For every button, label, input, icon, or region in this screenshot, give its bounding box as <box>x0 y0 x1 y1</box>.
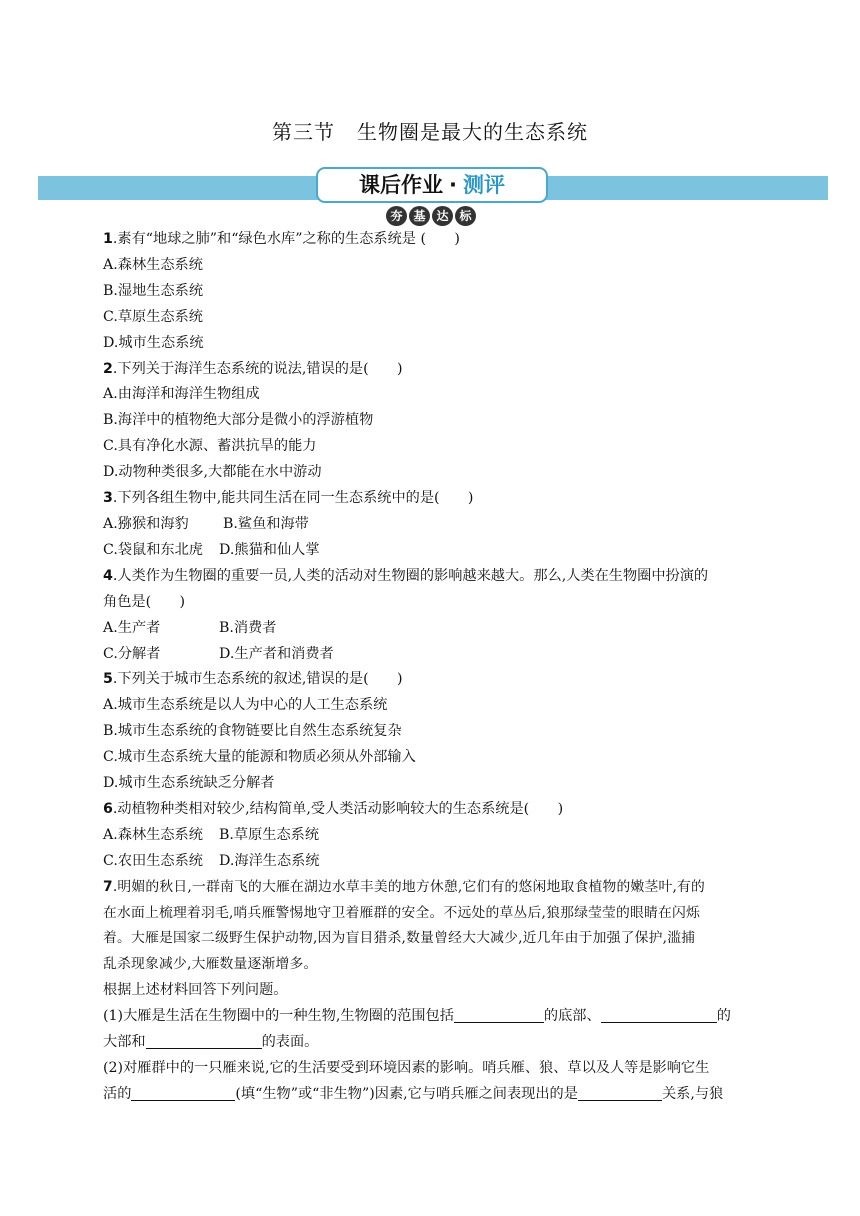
question-4-stem-cont: 角色是( ) <box>103 593 186 610</box>
option-row: C.农田生态系统 D.海洋生态系统 <box>103 852 320 869</box>
option: A.城市生态系统是以人为中心的人工生态系统 <box>103 697 388 714</box>
option: C.城市生态系统大量的能源和物质必须从外部输入 <box>103 749 416 766</box>
option: C.具有净化水源、蓄洪抗旱的能力 <box>103 438 317 455</box>
option-row: A.生产者 B.消费者 <box>103 619 277 636</box>
answer-blank[interactable] <box>578 1086 662 1101</box>
question-1-stem: 1.素有“地球之肺”和“绿色水库”之称的生态系统是 ( ) <box>103 231 460 247</box>
option-row: A.猕猴和海豹 B.鲨鱼和海带 <box>103 515 309 532</box>
option: D.动物种类很多,大都能在水中游动 <box>103 464 322 481</box>
question-7-part-1-cont: 大部和 的表面。 <box>103 1034 319 1051</box>
question-7-material: 乱杀现象减少,大雁数量逐渐增多。 <box>103 956 318 973</box>
question-2-stem: 2.下列关于海洋生态系统的说法,错误的是( ) <box>103 360 403 377</box>
question-4-stem: 4.人类作为生物圈的重要一员,人类的活动对生物圈的影响越来越大。那么,人类在生物圈中扮演的 <box>103 567 709 584</box>
answer-blank[interactable] <box>131 1086 235 1101</box>
option: B.城市生态系统的食物链要比自然生态系统复杂 <box>103 723 402 740</box>
option: B.海洋中的植物绝大部分是微小的浮游植物 <box>103 412 374 429</box>
question-7-part-2: (2)对雁群中的一只雁来说,它的生活要受到环境因素的影响。哨兵雁、狼、草以及人等是影响它生 <box>103 1060 710 1076</box>
question-3-stem: 3.下列各组生物中,能共同生活在同一生态系统中的是( ) <box>103 490 474 507</box>
question-7-stem: 7.明媚的秋日,一群南飞的大雁在湖边水草丰美的地方休憩,它们有的悠闲地取食植物的嫩茎叶,有的 <box>103 878 706 895</box>
option: A.森林生态系统 <box>103 256 203 273</box>
question-7-prompt: 根据上述材料回答下列问题。 <box>103 982 288 999</box>
question-list <box>103 227 763 1108</box>
option: D.城市生态系统缺乏分解者 <box>103 775 275 792</box>
answer-blank[interactable] <box>601 1008 717 1023</box>
question-7-material: 在水面上梳理着羽毛,哨兵雁警惕地守卫着雁群的安全。不远处的草丛后,狼那绿莹莹的眼睛在闪烁 <box>103 904 701 921</box>
option: C.草原生态系统 <box>103 308 203 325</box>
section-title: 第三节 生物圈是最大的生态系统 <box>272 120 588 144</box>
answer-blank[interactable] <box>146 1034 262 1049</box>
question-7-material: 着。大雁是国家二级野生保护动物,因为盲目猎杀,数量曾经大大减少,近几年由于加强了保护,滥捕 <box>103 930 696 947</box>
sub-banner: 夯 基 达 标 <box>386 206 476 226</box>
option-row: A.森林生态系统 B.草原生态系统 <box>103 826 320 843</box>
question-6-stem: 6.动植物种类相对较少,结构简单,受人类活动影响较大的生态系统是( ) <box>103 800 564 817</box>
option: A.由海洋和海洋生物组成 <box>103 386 260 403</box>
option: D.城市生态系统 <box>103 334 204 351</box>
answer-blank[interactable] <box>454 1008 544 1023</box>
option-row: C.袋鼠和东北虎 D.熊猫和仙人掌 <box>103 541 320 558</box>
question-7-part-2-cont: 活的 (填“生物”或“非生物”)因素,它与哨兵雁之间表现出的是 关系,与狼 <box>103 1085 724 1102</box>
question-7-part-1: (1)大雁是生活在生物圈中的一种生物,生物圈的范围包括 的底部、 的 <box>103 1008 731 1025</box>
option-row: C.分解者 D.生产者和消费者 <box>103 645 334 662</box>
question-5-stem: 5.下列关于城市生态系统的叙述,错误的是( ) <box>103 671 403 688</box>
option: B.湿地生态系统 <box>103 282 204 299</box>
homework-banner: 课后作业 · 测评 <box>316 167 548 203</box>
